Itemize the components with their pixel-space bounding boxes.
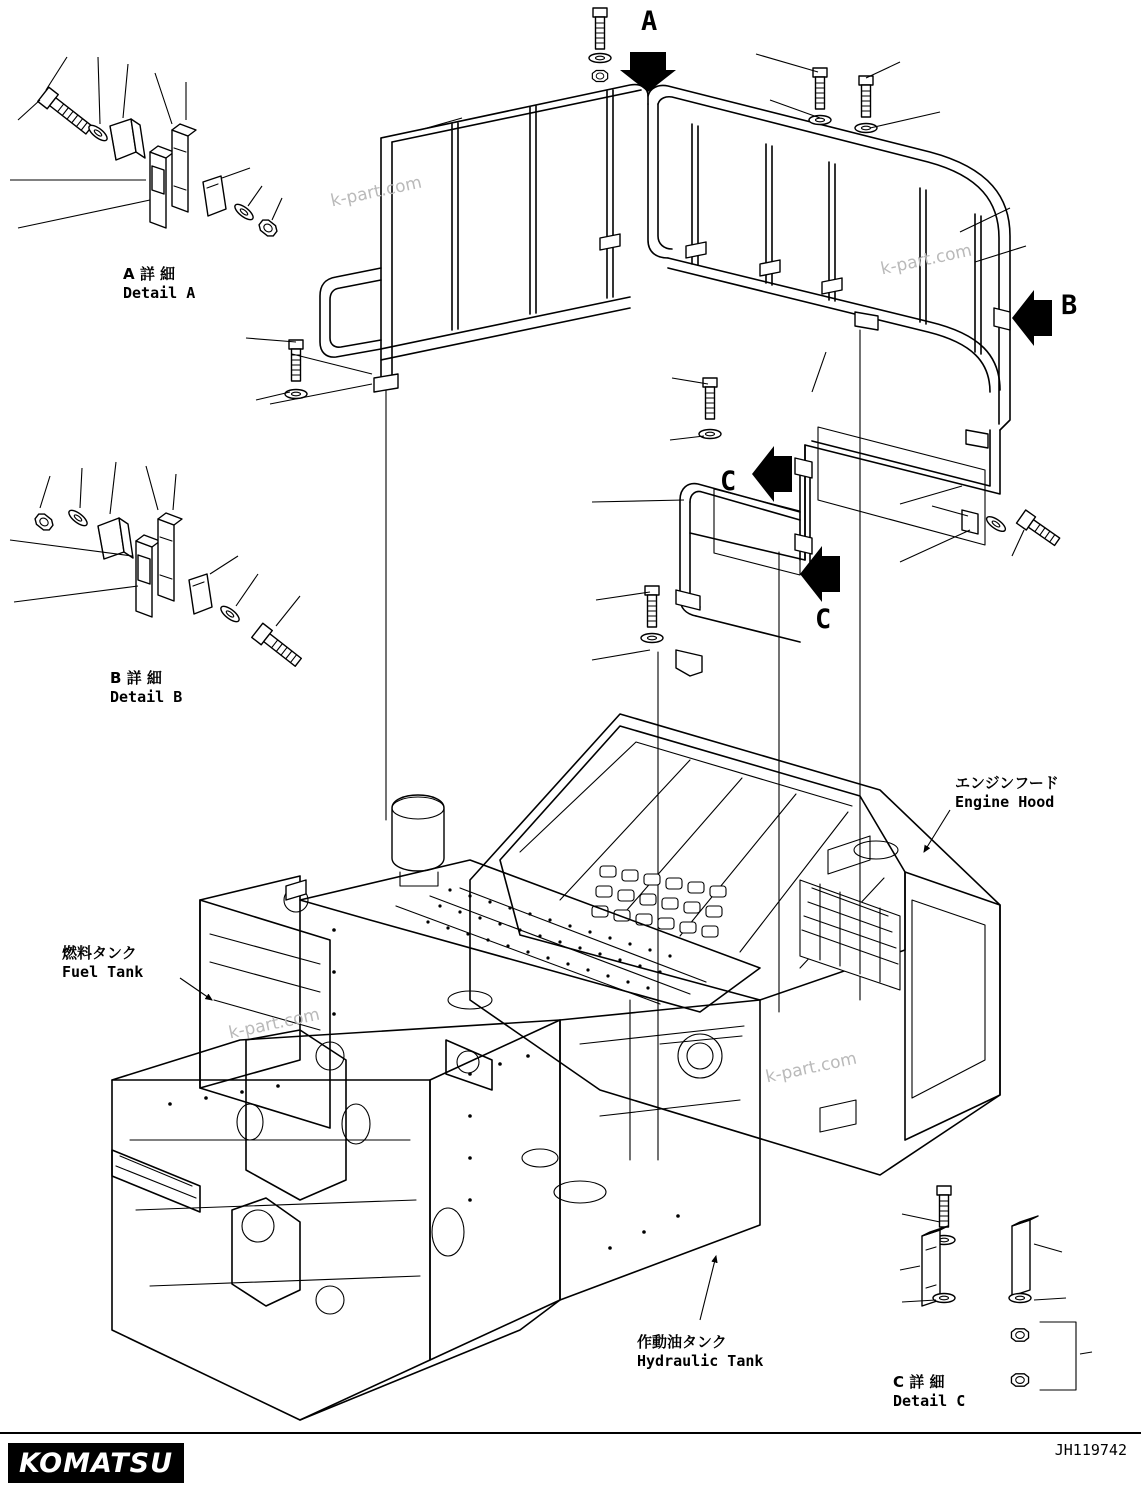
detail-c-title-jp: C 詳 細: [893, 1373, 945, 1391]
detail-c-title-en: Detail C: [893, 1392, 966, 1410]
projection-lines: [386, 330, 860, 1160]
detail-b-title-jp: B 詳 細: [110, 669, 162, 687]
fuel-tank-label-en: Fuel Tank: [62, 963, 144, 981]
watermark: k-part.com: [878, 240, 974, 280]
detail-a-title: [123, 263, 195, 302]
watermark: k-part.com: [763, 1048, 859, 1088]
label-fuel-tank: [62, 942, 143, 981]
detail-a-group: [10, 57, 282, 239]
detail-b-title-en: Detail B: [110, 688, 183, 706]
callout-b: B: [1061, 290, 1078, 321]
handrail-assembly: [246, 8, 1062, 676]
callout-c-inner: C: [720, 466, 737, 497]
footer-divider: [0, 1432, 1141, 1434]
engine-hood-label-jp: エンジンフード: [955, 774, 1059, 792]
komatsu-logo: KOMATSU: [8, 1443, 184, 1483]
detail-b-group: [10, 462, 304, 669]
detail-a-title-jp: A 詳 細: [123, 265, 176, 283]
detail-a-title-en: Detail A: [123, 284, 196, 302]
drawing-number: JH119742: [1054, 1441, 1127, 1459]
detail-c-group: [900, 1186, 1092, 1390]
watermark: k-part.com: [226, 1004, 322, 1044]
label-engine-hood: [955, 772, 1059, 811]
hydraulic-tank-label-jp: 作動油タンク: [637, 1333, 727, 1351]
callout-a: A: [641, 6, 658, 37]
detail-c-title: [893, 1371, 965, 1410]
detail-b-title: [110, 667, 182, 706]
watermark: k-part.com: [328, 172, 424, 212]
callout-c: C: [815, 604, 832, 635]
label-hydraulic-tank: [637, 1331, 763, 1370]
engine-hood-label-en: Engine Hood: [955, 793, 1055, 811]
fuel-tank-label-jp: 燃料タンク: [62, 944, 137, 962]
machine-body: [112, 714, 1000, 1420]
hydraulic-tank-label-en: Hydraulic Tank: [637, 1352, 764, 1370]
